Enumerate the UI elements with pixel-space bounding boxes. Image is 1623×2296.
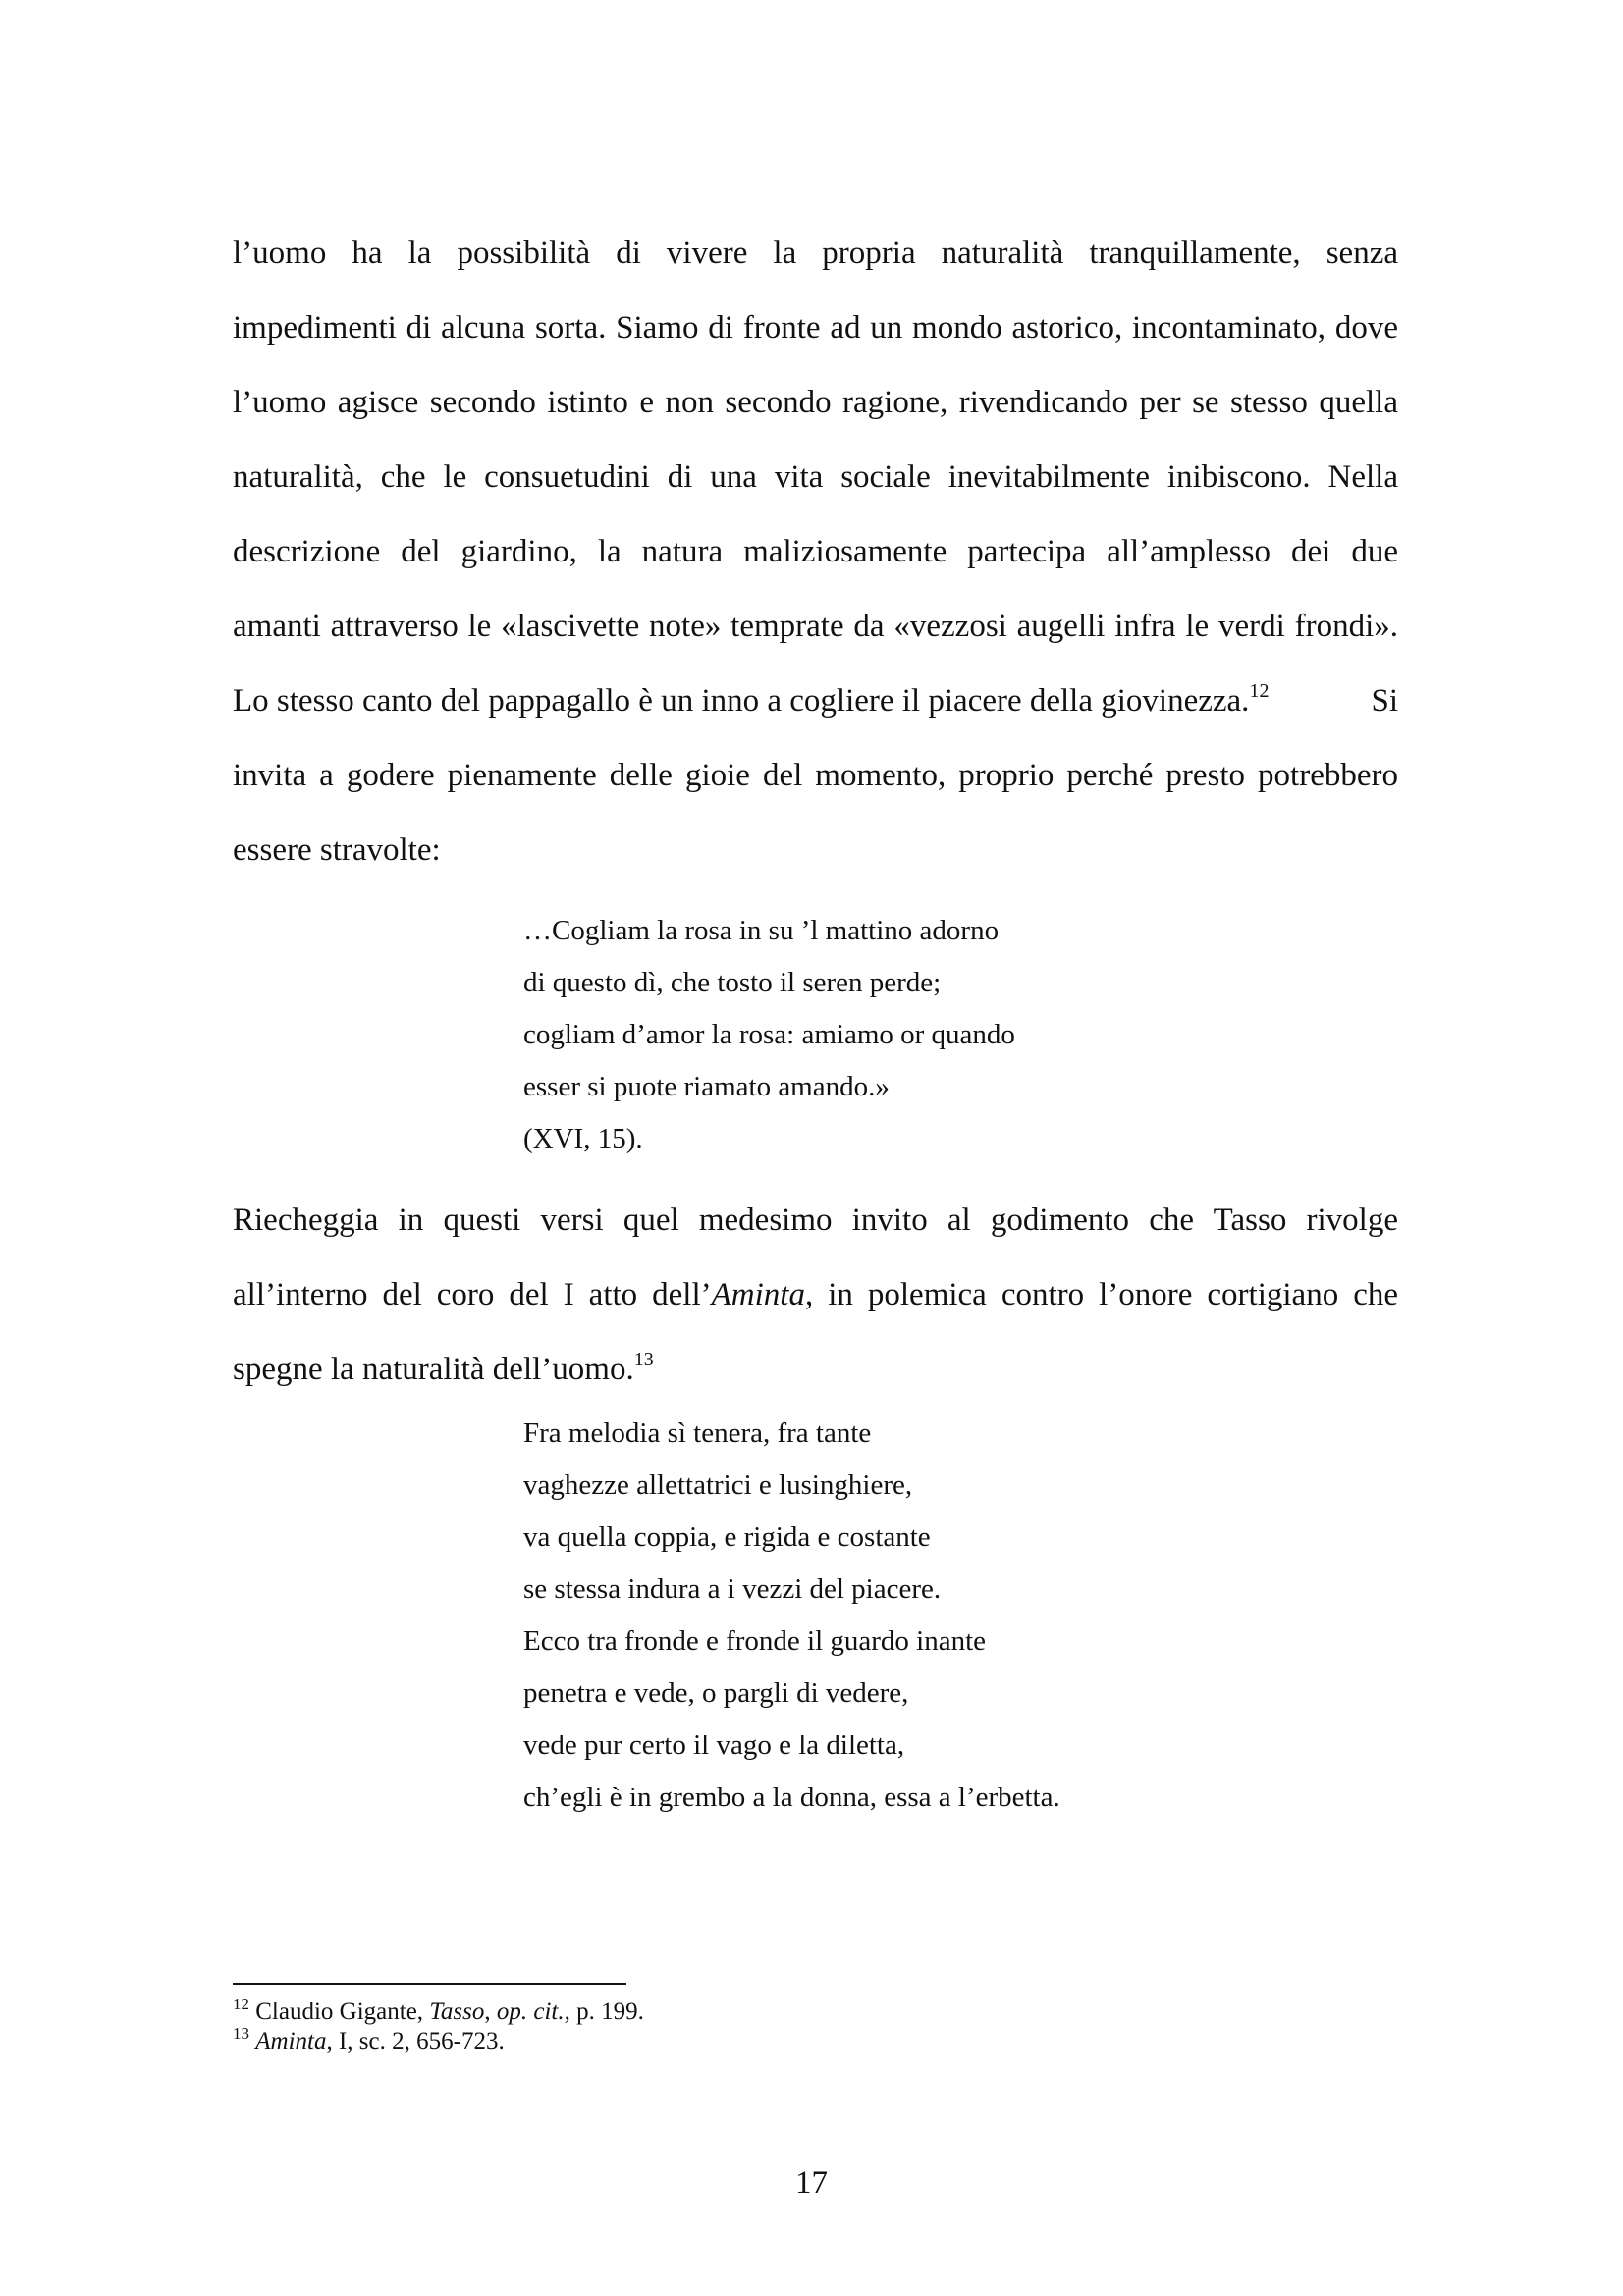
text-segment: Lo stesso canto del pappagallo è un inno a cogliere il piacere della giovinezza.$^{12}$ — [233, 680, 1270, 719]
verse-line: esser si puote riamato amando.» — [523, 1071, 890, 1102]
text-line: essere stravolte: — [233, 832, 441, 868]
text-line: l’uomo agisce secondo istinto e non secondo ragione, rivendicando per se stesso quella — [233, 385, 1398, 420]
text-segment: Si — [1371, 683, 1398, 719]
paragraph-2 — [233, 1183, 1398, 1407]
footnote-ref-12[interactable]: 12 — [1249, 680, 1270, 702]
text-line-with-footnote — [233, 664, 1398, 738]
verse-line: vede pur certo il vago e la diletta, — [523, 1730, 905, 1761]
footnote-13: $^{13}$ Aminta, I, sc. 2, 656-723. — [233, 2024, 505, 2055]
footnote-12: $^{12}$ Claudio Gigante, Tasso, op. cit., p. 199. — [233, 1995, 644, 2025]
verse-line: Ecco tra fronde e fronde il guardo inante — [523, 1626, 987, 1657]
page-number: 17 — [795, 2165, 828, 2201]
text-line: l’uomo ha la possibilità di vivere la propria naturalità tranquillamente, senza — [233, 236, 1398, 271]
text-line: descrizione del giardino, la natura maliziosamente partecipa all’amplesso dei due — [233, 534, 1398, 569]
verse-line: vaghezze allettatrici e lusinghiere, — [523, 1469, 913, 1501]
verse-line: cogliam d’amor la rosa: amiamo or quando — [523, 1019, 1015, 1050]
footnotes — [233, 1995, 644, 2056]
footnote-number: 12 — [233, 1995, 249, 2013]
text-line: all’interno del coro del I atto dell’Aminta, in polemica contro l’onore cortigiano che — [233, 1277, 1398, 1312]
verse-line: penetra e vede, o pargli di vedere, — [523, 1678, 909, 1709]
verse-line: se stessa indura a i vezzi del piacere. — [523, 1574, 942, 1605]
footnote-ref-13[interactable]: 13 — [633, 1349, 654, 1370]
verse-line: di questo dì, che tosto il seren perde; — [523, 967, 942, 998]
verse-citation: (XVI, 15). — [523, 1123, 643, 1154]
verse-line: …Cogliam la rosa in su ’l mattino adorno — [523, 915, 1000, 946]
work-title: Aminta — [711, 1277, 805, 1312]
verse-line: Fra melodia sì tenera, fra tante — [523, 1417, 872, 1449]
paragraph-1 — [233, 216, 1398, 887]
footnote-number: 13 — [233, 2024, 249, 2043]
text-line: impedimenti di alcuna sorta. Siamo di fronte ad un mondo astorico, incontaminato, dove — [233, 310, 1398, 346]
text-line: amanti attraverso le «lascivette note» temprate da «vezzosi augelli infra le verdi frondi». — [233, 609, 1398, 644]
verse-quote-2 — [523, 1408, 1060, 1824]
text-line: spegne la naturalità dell’uomo.$^{13}$ — [233, 1349, 654, 1387]
verse-line: ch’egli è in grembo a la donna, essa a l’erbetta. — [523, 1782, 1060, 1813]
verse-quote-1 — [523, 905, 1015, 1165]
text-line: Riecheggia in questi versi quel medesimo invito al godimento che Tasso rivolge — [233, 1202, 1398, 1238]
text-line: invita a godere pienamente delle gioie del momento, proprio perché presto potrebbero — [233, 758, 1398, 793]
text-line: naturalità, che le consuetudini di una vita sociale inevitabilmente inibiscono. Nella — [233, 459, 1398, 495]
verse-line: va quella coppia, e rigida e costante — [523, 1522, 931, 1553]
footnote-separator — [233, 1983, 626, 1985]
